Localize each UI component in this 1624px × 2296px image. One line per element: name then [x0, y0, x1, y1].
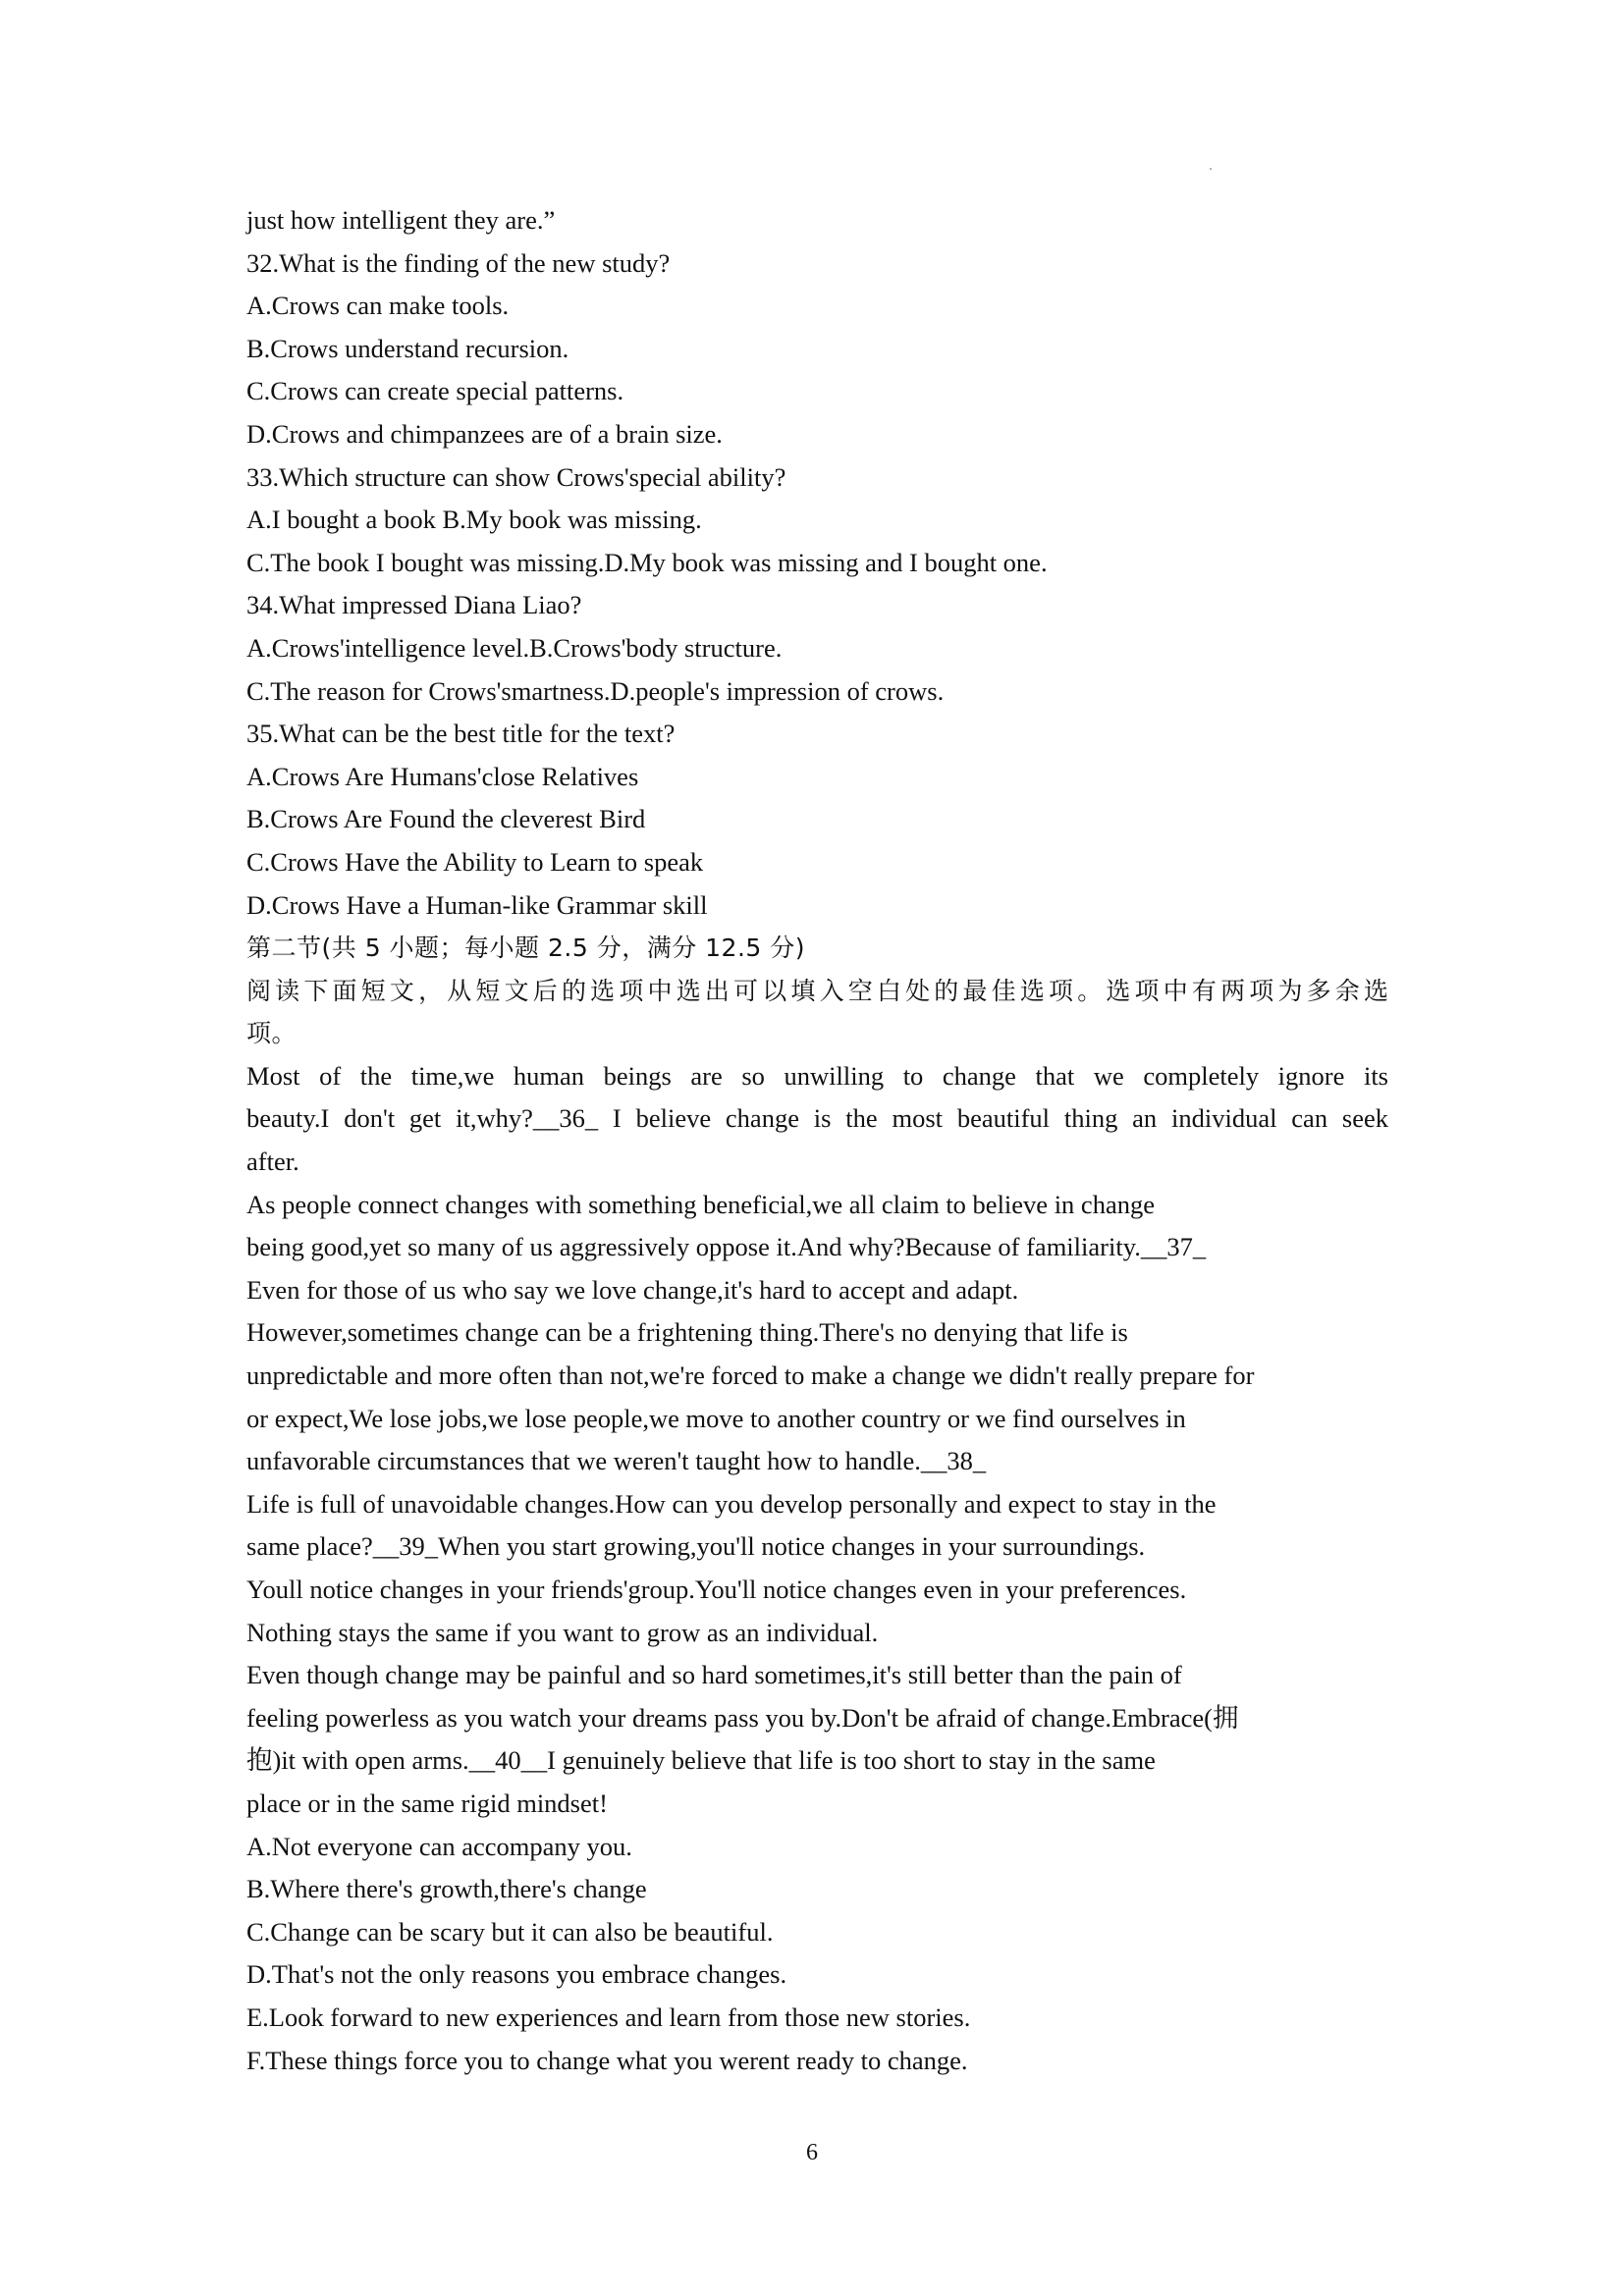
section-instructions-continued: 项。	[246, 1019, 298, 1048]
passage-line: beauty.I don't get it,why?__36_ I believe change is the most beautiful thing an individual can seek	[246, 1103, 1388, 1134]
passage-line: feeling powerless as you watch your dreams pass you by.Don't be afraid of change.Embrace(拥	[246, 1702, 1239, 1733]
option-35-c: C.Crows Have the Ability to Learn to speak	[246, 846, 704, 877]
option-35-b: B.Crows Are Found the cleverest Bird	[246, 804, 646, 834]
question-33: 33.Which structure can show Crows'special ability?	[246, 461, 786, 492]
passage-line: being good,yet so many of us aggressively oppose it.And why?Because of familiarity.__37_	[246, 1232, 1207, 1262]
page-number: 6	[806, 2140, 818, 2165]
passage-line: As people connect changes with something beneficial,we all claim to believe in change	[246, 1189, 1155, 1219]
text-line: just how intelligent they are.”	[246, 205, 556, 235]
choice-a: A.Not everyone can accompany you.	[246, 1831, 632, 1861]
option-34-cd: C.The reason for Crows'smartness.D.people's impression of crows.	[246, 675, 945, 706]
option-34-ab: A.Crows'intelligence level.B.Crows'body structure.	[246, 632, 783, 663]
passage-line: Even for those of us who say we love change,it's hard to accept and adapt.	[246, 1274, 1019, 1305]
passage-line: Youll notice changes in your friends'group.You'll notice changes even in your preferences.	[246, 1575, 1187, 1604]
passage-line: Even though change may be painful and so hard sometimes,it's still better than the pain of	[246, 1660, 1182, 1690]
option-35-d: D.Crows Have a Human-like Grammar skill	[246, 889, 708, 920]
section-instructions: 阅读下面短文，从短文后的选项中选出可以填入空白处的最佳选项。选项中有两项为多余选	[246, 976, 1388, 1005]
option-32-c: C.Crows can create special patterns.	[246, 376, 624, 406]
page-content	[246, 199, 1388, 2082]
option-32-d: D.Crows and chimpanzees are of a brain size.	[246, 418, 723, 449]
passage-line: unfavorable circumstances that we weren't taught how to handle.__38_	[246, 1446, 987, 1476]
passage-line: Life is full of unavoidable changes.How can you develop personally and expect to stay in the	[246, 1488, 1217, 1519]
option-33-ab: A.I bought a book B.My book was missing.	[246, 505, 702, 535]
passage-line: or expect,We lose jobs,we lose people,we move to another country or we find ourselves in	[246, 1403, 1186, 1433]
scan-speck	[1210, 168, 1212, 170]
passage-line: place or in the same rigid mindset!	[246, 1788, 608, 1818]
question-34: 34.What impressed Diana Liao?	[246, 590, 582, 620]
passage-line: after.	[246, 1147, 299, 1177]
option-35-a: A.Crows Are Humans'close Relatives	[246, 761, 639, 791]
passage-line: 抱)it with open arms.__40__I genuinely believe that life is too short to stay in the same	[246, 1745, 1156, 1776]
question-35: 35.What can be the best title for the text?	[246, 719, 676, 749]
option-33-cd: C.The book I bought was missing.D.My book was missing and I bought one.	[246, 547, 1048, 577]
passage-line: unpredictable and more often than not,we're forced to make a change we didn't really prepare for	[246, 1361, 1255, 1391]
passage-line: Nothing stays the same if you want to grow as an individual.	[246, 1617, 879, 1647]
section-heading: 第二节(共 5 小题；每小题 2.5 分，满分 12.5 分)	[246, 934, 806, 963]
choice-c: C.Change can be scary but it can also be beautiful.	[246, 1916, 774, 1947]
choice-b: B.Where there's growth,there's change	[246, 1874, 647, 1904]
question-32: 32.What is the finding of the new study?	[246, 247, 671, 278]
choice-f: F.These things force you to change what you werent ready to change.	[246, 2045, 968, 2075]
option-32-b: B.Crows understand recursion.	[246, 333, 569, 363]
passage-line: Most of the time,we human beings are so unwilling to change that we completely ignore its	[246, 1060, 1388, 1091]
choice-d: D.That's not the only reasons you embrace changes.	[246, 1959, 787, 1990]
choice-e: E.Look forward to new experiences and learn from those new stories.	[246, 2002, 971, 2032]
passage-line: However,sometimes change can be a frightening thing.There's no denying that life is	[246, 1317, 1128, 1348]
passage-line: same place?__39_When you start growing,you'll notice changes in your surroundings.	[246, 1531, 1146, 1562]
option-32-a: A.Crows can make tools.	[246, 291, 510, 321]
